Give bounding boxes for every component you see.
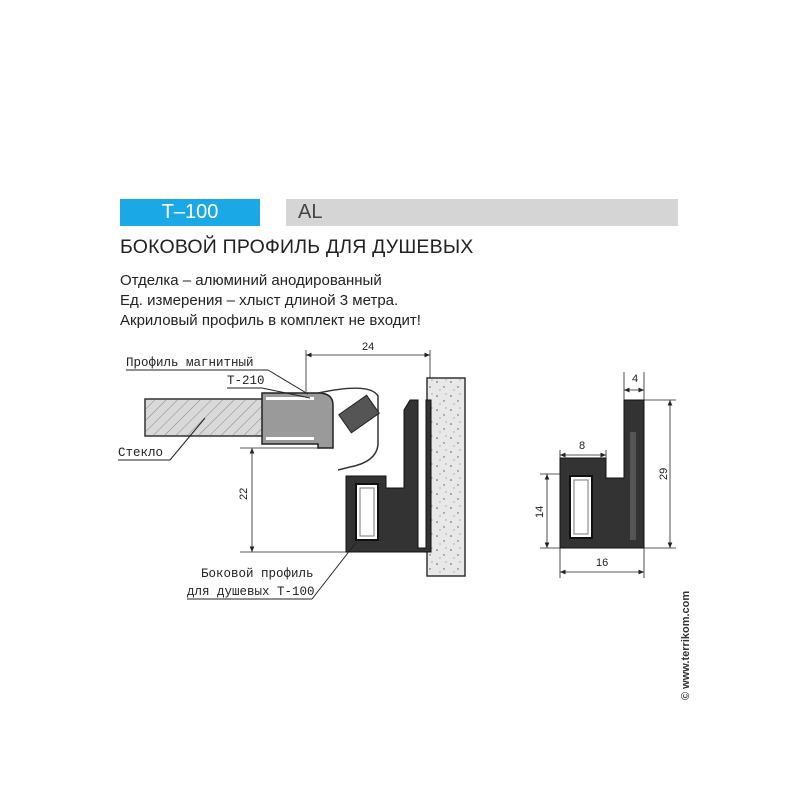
material-badge: AL: [286, 199, 678, 226]
watermark: © www.terrikom.com: [680, 590, 692, 700]
description-line-3: Акриловый профиль в комплект не входит!: [120, 312, 421, 329]
label-magnetic-line1: Профиль магнитный: [126, 356, 254, 370]
dim-total-height: 29: [658, 467, 670, 480]
dim-lower-height: 14: [534, 505, 546, 518]
dim-base: 16: [596, 557, 609, 569]
dim-width: 24: [362, 341, 375, 353]
magnet-strip: [339, 395, 379, 433]
description-line-1: Отделка – алюминий анодированный: [120, 272, 382, 289]
dim-inner: 8: [579, 440, 586, 452]
dim-height: 22: [238, 487, 250, 500]
wall-texture: [428, 379, 464, 575]
description-line-2: Ед. измерения – хлыст длиной 3 метра.: [120, 292, 399, 309]
label-side-line1: Боковой профиль: [201, 567, 314, 581]
product-code-badge: T–100: [120, 199, 260, 226]
label-magnetic-line2: T-210: [227, 374, 265, 388]
page-title: БОКОВОЙ ПРОФИЛЬ ДЛЯ ДУШЕВЫХ: [120, 236, 474, 258]
label-glass: Стекло: [118, 446, 164, 460]
dim-top: 4: [632, 373, 639, 385]
label-side-line2: для душевых T-100: [187, 585, 315, 599]
